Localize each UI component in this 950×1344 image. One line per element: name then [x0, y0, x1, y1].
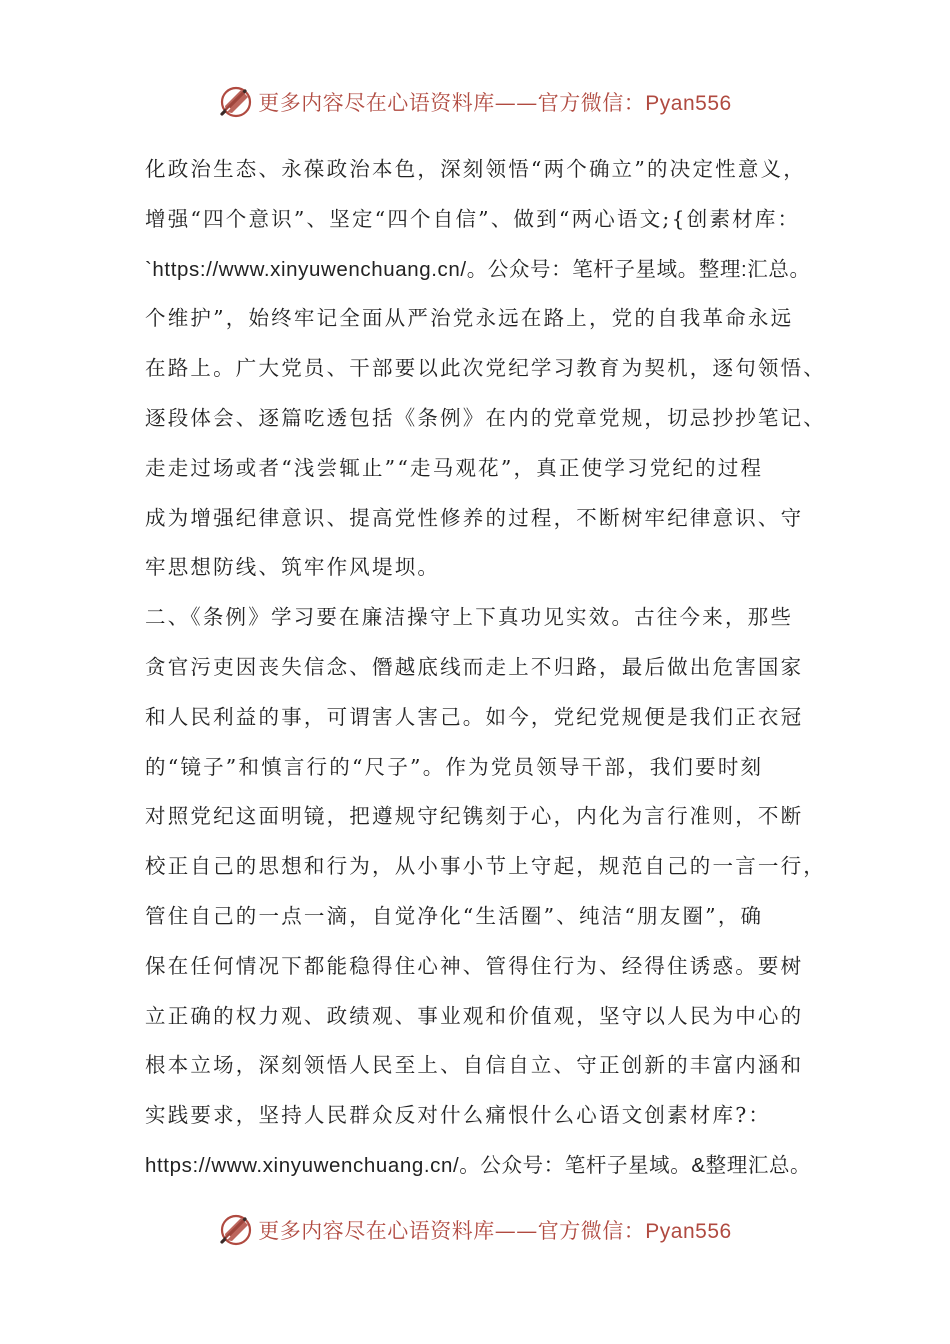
document-body	[145, 145, 835, 1191]
body-line: 实践要求，坚持人民群众反对什么痛恨什么心语文创素材库?：	[145, 1103, 772, 1128]
body-line-url: `https://www.xinyuwenchuang.cn/。公众号：笔杆子星域。整理:汇总。	[145, 257, 811, 281]
body-line: 牢思想防线、筑牢作风堤坝。	[145, 555, 441, 580]
body-line: 和人民利益的事，可谓害人害己。如今，党纪党规便是我们正衣冠	[145, 704, 804, 729]
watermark-dash: ——	[494, 91, 538, 115]
watermark-text	[258, 87, 731, 117]
watermark-brand: 更多内容尽在心语资料库	[258, 91, 495, 115]
body-line: 根本立场，深刻领悟人民至上、自信自立、守正创新的丰富内涵和	[145, 1053, 804, 1078]
body-line-url: https://www.xinyuwenchuang.cn/。公众号：笔杆子星域。&整理汇总。	[145, 1153, 812, 1177]
body-line: 在路上。广大党员、干部要以此次党纪学习教育为契机，逐句领悟、	[145, 356, 826, 381]
footer-watermark	[0, 1210, 950, 1250]
body-line: 的“镜子”和慎言行的“尺子”。作为党员领导干部，我们要时刻	[145, 754, 764, 779]
body-line: 走走过场或者“浅尝辄止”“走马观花”，真正使学习党纪的过程	[145, 455, 764, 480]
body-line: 化政治生态、永葆政治本色，深刻领悟“两个确立”的决定性意义，	[145, 157, 806, 181]
body-line: 校正自己的思想和行为，从小事小节上守起，规范自己的一言一行，	[145, 854, 826, 879]
pen-logo-icon	[218, 84, 254, 120]
body-line: 管住自己的一点一滴，自觉净化“生活圈”、纯洁“朋友圈”，确	[145, 903, 764, 928]
body-line: 保在任何情况下都能稳得住心神、管得住行为、经得住诱惑。要树	[145, 953, 804, 978]
body-line: 立正确的权力观、政绩观、事业观和价值观，坚守以人民为中心的	[145, 1003, 804, 1028]
body-line: 增强“四个意识”、坚定“四个自信”、做到“两心语文;{创素材库：	[145, 206, 801, 231]
watermark-wechat-id: Pyan556	[645, 1220, 732, 1243]
header-watermark	[0, 82, 950, 122]
body-line: 成为增强纪律意识、提高党性修养的过程，不断树牢纪律意识、守	[145, 505, 804, 530]
watermark-wechat-label: 官方微信：	[537, 91, 646, 115]
watermark-wechat-label: 官方微信：	[537, 1219, 646, 1243]
section-heading-line: 二、《条例》学习要在廉洁操守上下真功见实效。古往今来，那些	[145, 605, 794, 630]
body-line: 个维护”，始终牢记全面从严治党永远在路上，党的自我革命永远	[145, 306, 794, 331]
watermark-dash: ——	[494, 1219, 538, 1243]
watermark-brand: 更多内容尽在心语资料库	[258, 1219, 495, 1243]
watermark-text	[258, 1215, 731, 1245]
pen-logo-icon	[218, 1212, 254, 1248]
body-line: 逐段体会、逐篇吃透包括《条例》在内的党章党规，切忌抄抄笔记、	[145, 405, 826, 430]
watermark-wechat-id: Pyan556	[645, 92, 732, 115]
body-line: 贪官污吏因丧失信念、僭越底线而走上不归路，最后做出危害国家	[145, 654, 804, 679]
body-line: 对照党纪这面明镜，把遵规守纪镌刻于心，内化为言行准则，不断	[145, 804, 804, 829]
